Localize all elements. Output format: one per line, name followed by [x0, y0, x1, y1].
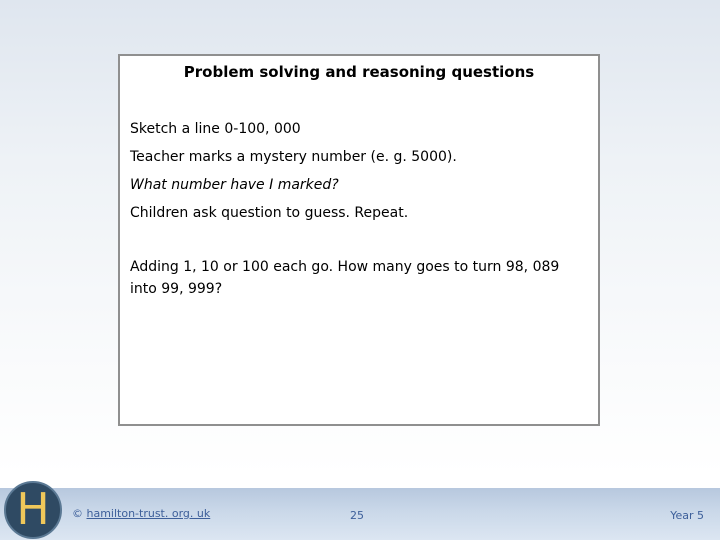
question-panel: [118, 54, 600, 426]
hamilton-logo-icon: [4, 481, 62, 539]
question-line-1: Sketch a line 0-100, 000: [130, 121, 301, 137]
copyright-symbol: ©: [72, 507, 87, 520]
question-line-4: Children ask question to guess. Repeat.: [130, 205, 409, 221]
panel-title: Problem solving and reasoning questions: [183, 63, 535, 81]
page-number: 25: [350, 509, 364, 522]
question-line-2: Teacher marks a mystery number (e. g. 5000).: [130, 149, 457, 165]
question-line-3: What number have I marked?: [130, 177, 339, 193]
hamilton-trust-link[interactable]: hamilton-trust. org. uk: [86, 507, 211, 520]
footer-copyright: [72, 507, 210, 520]
logo-letter: H: [16, 484, 50, 535]
year-label: Year 5: [670, 509, 704, 522]
question-paragraph: Adding 1, 10 or 100 each go. How many goes to turn 98, 089 into 99, 999?: [130, 259, 560, 297]
